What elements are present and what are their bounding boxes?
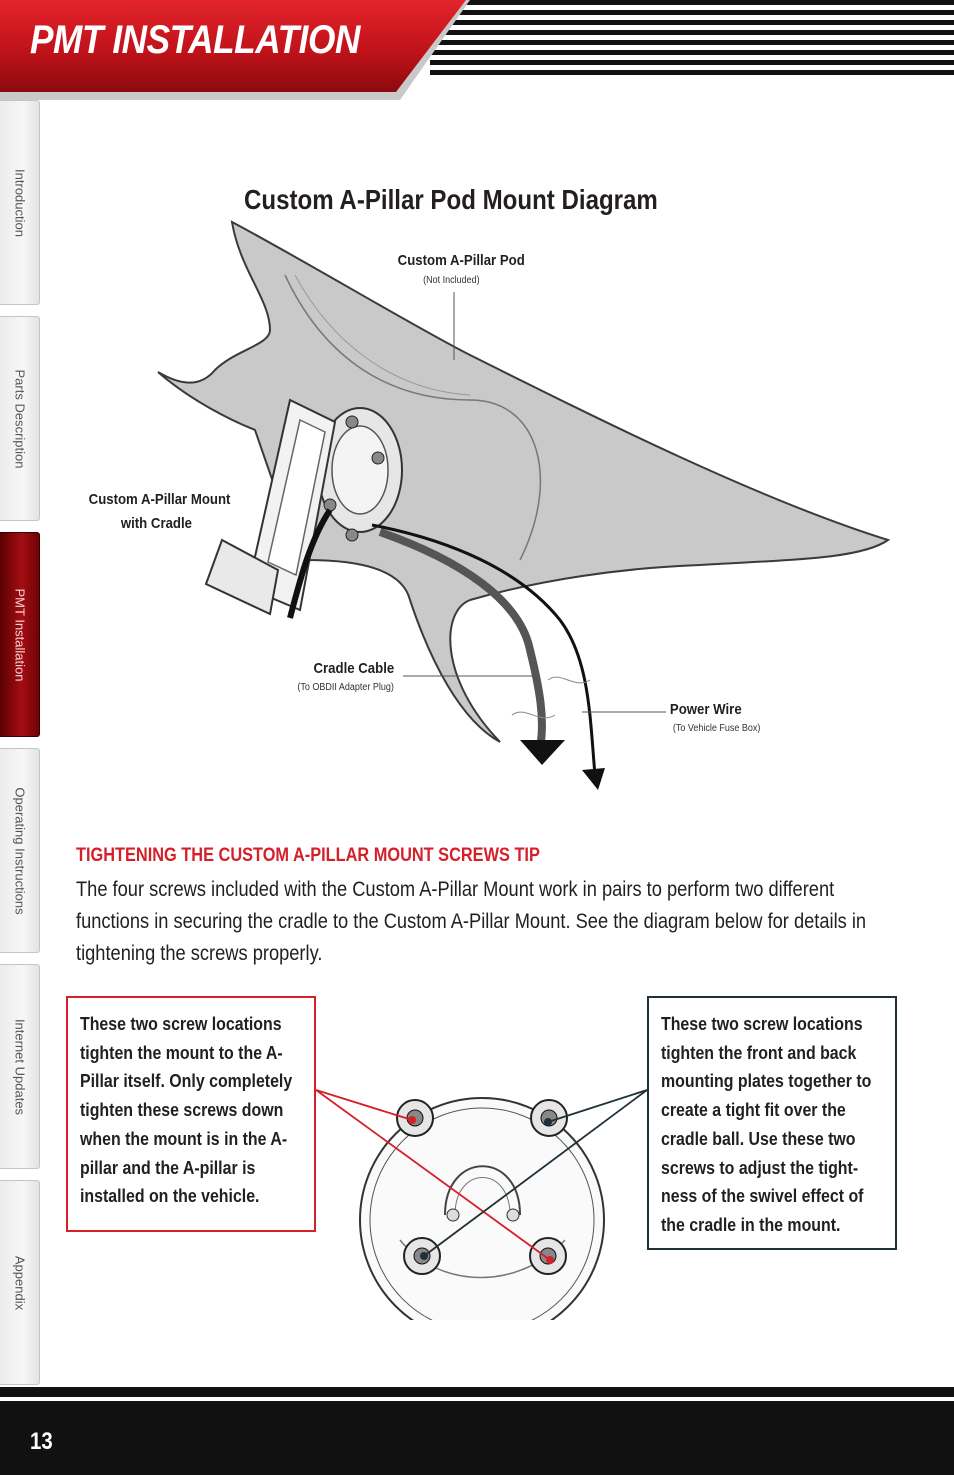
note-plate-screws (647, 996, 897, 1250)
footer-bar (0, 1387, 954, 1475)
tab-label: Operating Instructions (12, 786, 27, 915)
tab-label: PMT Installation (12, 588, 27, 681)
tip-body: The four screws included with the Custom A-Pillar Mount work in pairs to perform two different functions in securing the cradle to the Custom A-Pillar Mount. See the diagram below for details in tightening the screws properly. (76, 878, 867, 965)
note-plate-screws-text: These two screw locations tighten the front and back mounting plates together to create a tight fit over the cradle ball. Use these two screws to adjust the tight-ness of the swivel effect of the cradle in the mount. (661, 1013, 872, 1235)
label-mount-line2: with Cradle (120, 515, 193, 532)
tab-appendix[interactable] (0, 1180, 40, 1385)
label-pod-sub: (Not Included) (423, 275, 480, 286)
tab-introduction[interactable] (0, 100, 40, 305)
label-mount-line1: Custom A-Pillar Mount (88, 491, 231, 508)
screw-bottom-right (530, 1238, 566, 1274)
page-number: 13 (30, 1428, 53, 1455)
tab-parts-description[interactable] (0, 316, 40, 521)
tab-operating-instructions[interactable] (0, 748, 40, 953)
tab-label: Introduction (12, 168, 27, 237)
label-power-wire: Power Wire (669, 701, 742, 718)
note-mount-screws-text: These two screw locations tighten the mount to the A-Pillar itself. Only completely tighten these screws down when the mount is in the A-pillar and the A-pillar is installed on the vehicle. (80, 1013, 293, 1207)
tab-label: Appendix (12, 1255, 27, 1310)
diagram-title: Custom A-Pillar Pod Mount Diagram (244, 184, 658, 215)
screw-locations-diagram (300, 1000, 660, 1320)
a-pillar-pod-illustration (60, 215, 940, 805)
label-power-wire-sub: (To Vehicle Fuse Box) (672, 723, 761, 734)
note-mount-screws (66, 996, 316, 1232)
label-cradle-cable: Cradle Cable (313, 660, 395, 677)
page-title: PMT INSTALLATION (30, 18, 360, 62)
label-cradle-cable-sub: (To OBDII Adapter Plug) (297, 682, 394, 693)
a-pillar-pod-shape (158, 222, 888, 742)
tab-label: Internet Updates (12, 1018, 27, 1115)
tab-pmt-installation[interactable] (0, 532, 40, 737)
tip-heading: TIGHTENING THE CUSTOM A-PILLAR MOUNT SCREWS TIP (76, 845, 540, 866)
label-pod: Custom A-Pillar Pod (397, 252, 525, 269)
tab-internet-updates[interactable] (0, 964, 40, 1169)
tab-label: Parts Description (12, 369, 27, 468)
